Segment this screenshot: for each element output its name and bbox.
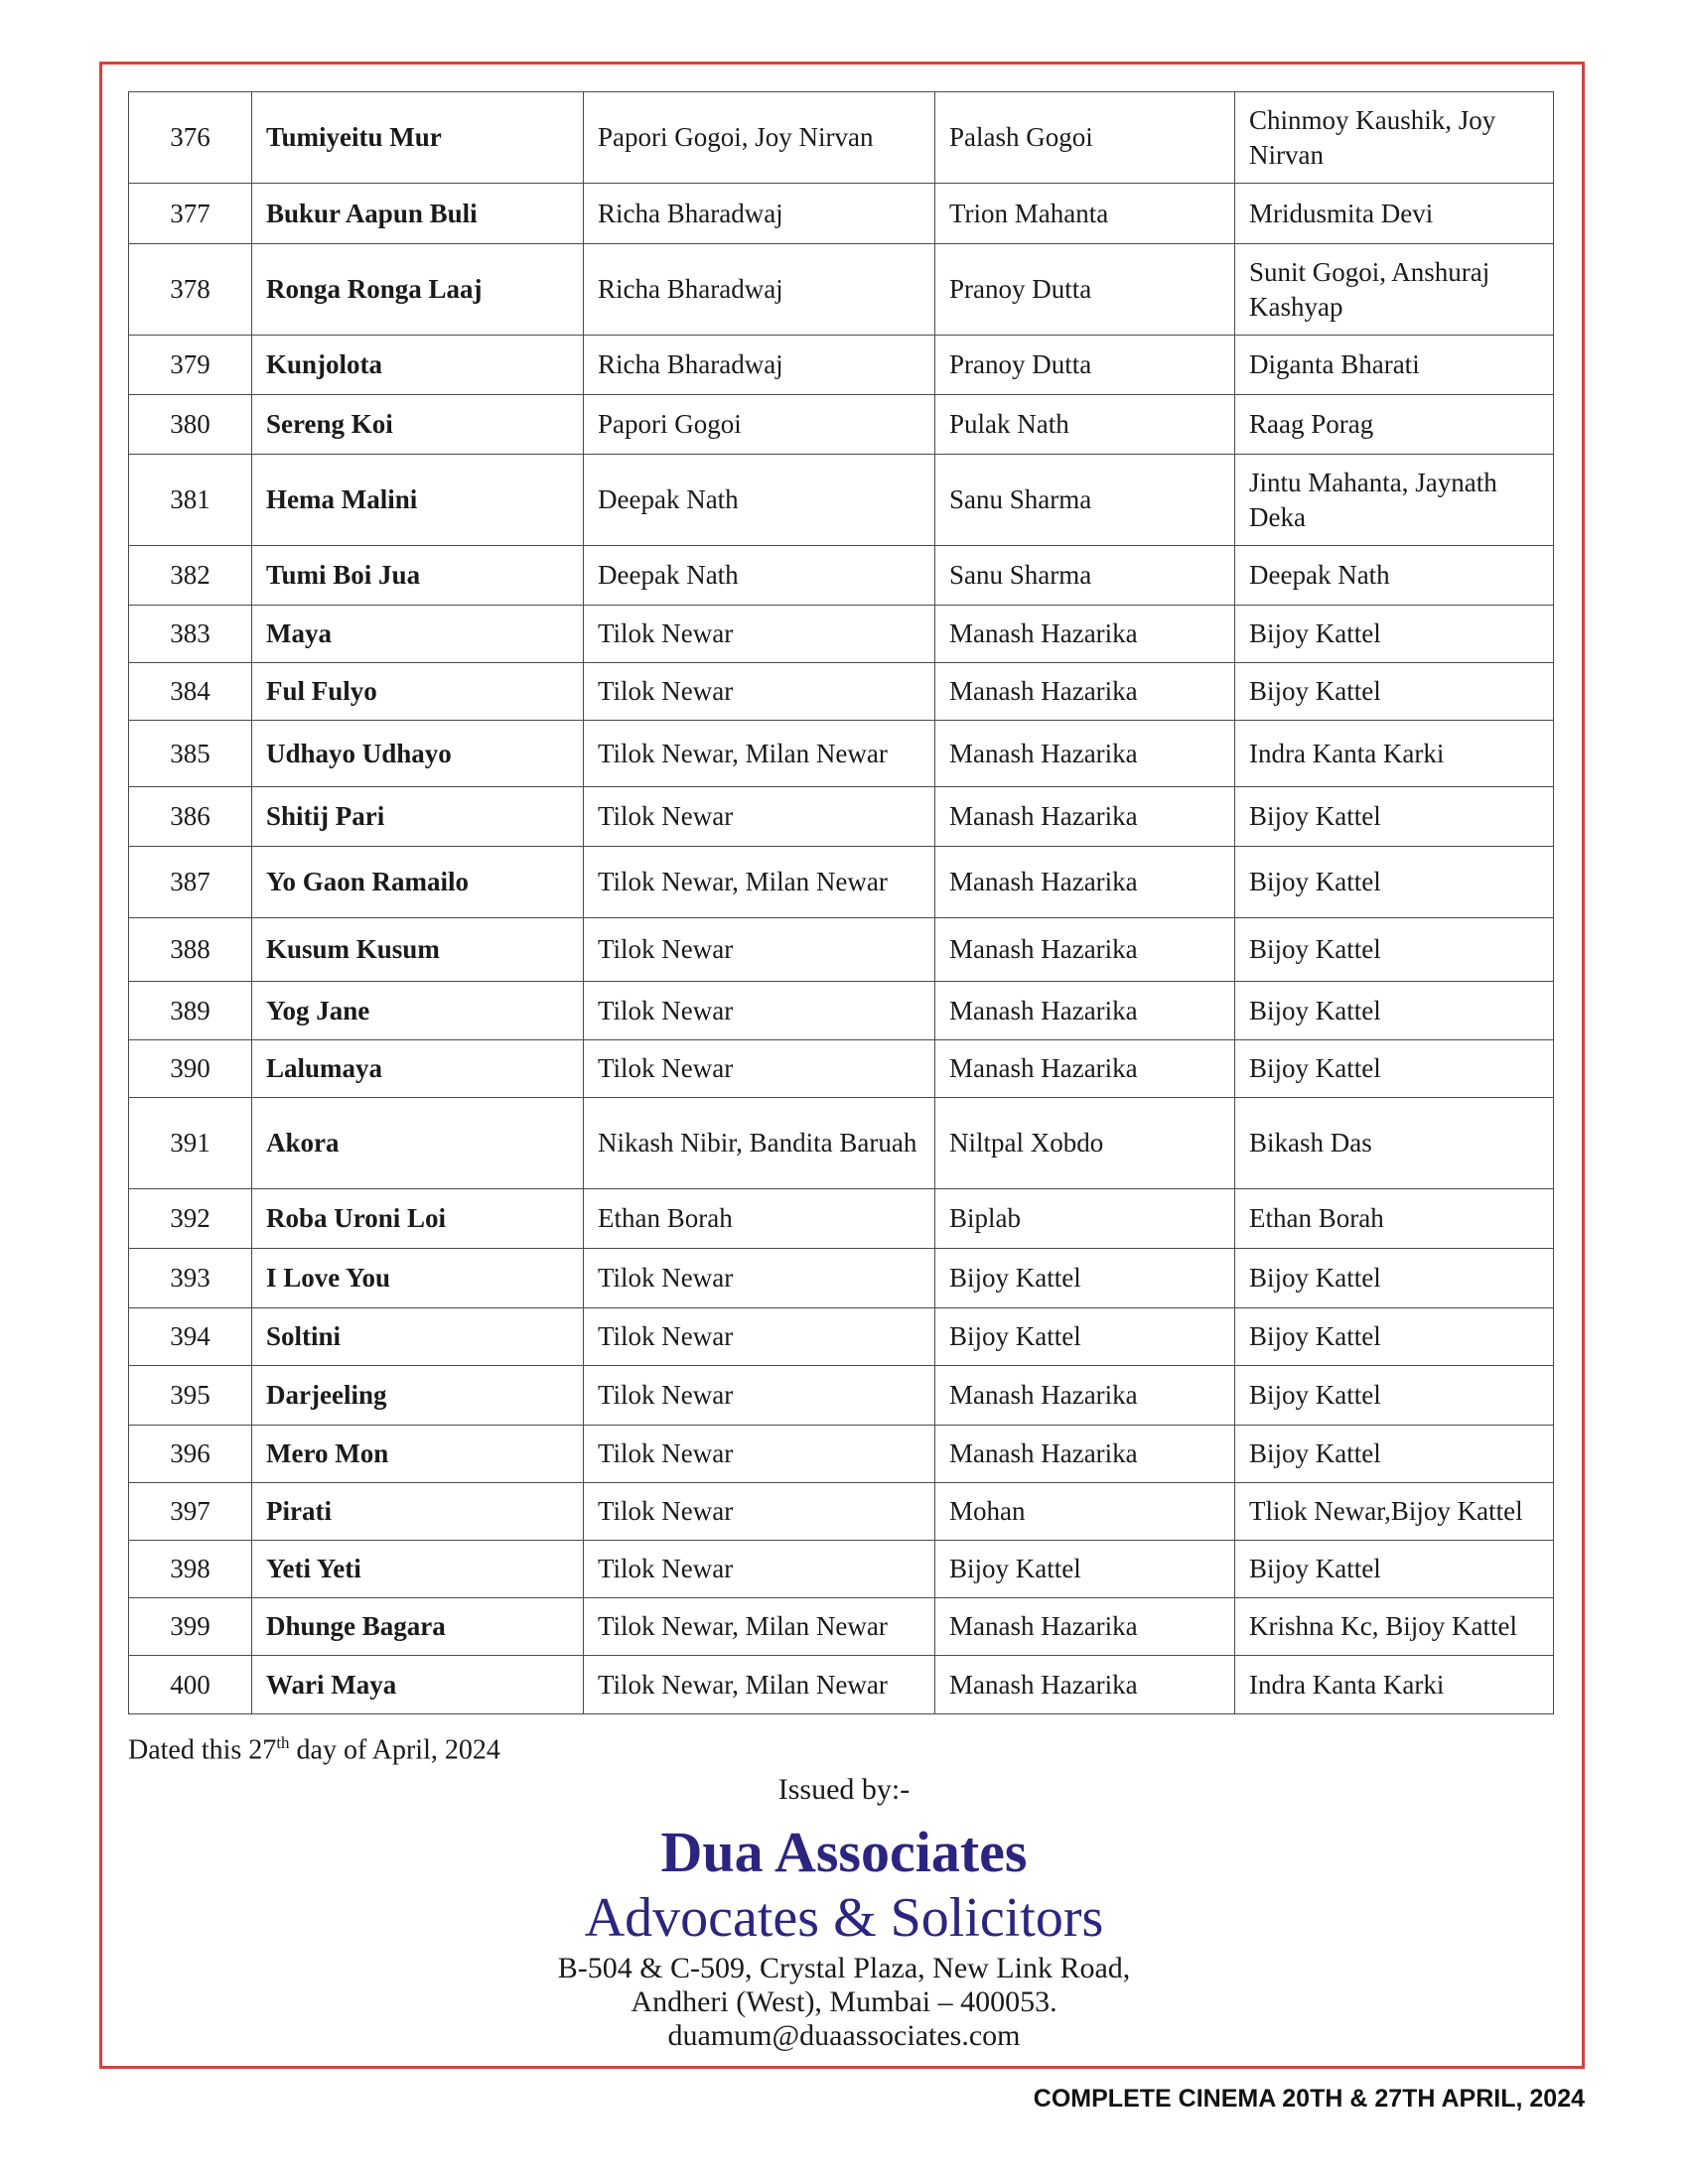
row-number: 392 — [129, 1189, 252, 1249]
table-row — [129, 787, 1554, 847]
table-row — [129, 1040, 1554, 1098]
cell-col4: Trion Mahanta — [935, 184, 1235, 244]
cell-col3: Tilok Newar — [584, 787, 935, 847]
cell-col4: Sanu Sharma — [935, 546, 1235, 606]
row-number: 386 — [129, 787, 252, 847]
row-number: 395 — [129, 1366, 252, 1426]
row-number: 396 — [129, 1426, 252, 1483]
cell-col3: Deepak Nath — [584, 546, 935, 606]
cell-col4: Manash Hazarika — [935, 1040, 1235, 1098]
cell-col5: Bijoy Kattel — [1235, 1541, 1554, 1598]
cell-col5: Bijoy Kattel — [1235, 787, 1554, 847]
cell-col3: Tilok Newar — [584, 1249, 935, 1308]
cell-col5: Indra Kanta Karki — [1235, 1656, 1554, 1714]
cell-col4: Manash Hazarika — [935, 847, 1235, 918]
song-title: Ful Fulyo — [252, 663, 584, 721]
row-number: 388 — [129, 918, 252, 982]
cell-col4: Manash Hazarika — [935, 1426, 1235, 1483]
table-row — [129, 721, 1554, 787]
cell-col3: Tilok Newar, Milan Newar — [584, 847, 935, 918]
song-title: Darjeeling — [252, 1366, 584, 1426]
row-number: 377 — [129, 184, 252, 244]
cell-col4: Manash Hazarika — [935, 1656, 1235, 1714]
cell-col5: Bijoy Kattel — [1235, 1040, 1554, 1098]
cell-col5: Ethan Borah — [1235, 1189, 1554, 1249]
cell-col5: Bijoy Kattel — [1235, 1308, 1554, 1366]
song-title: Tumi Boi Jua — [252, 546, 584, 606]
issued-by: Issued by:- — [777, 1773, 911, 1806]
song-title: Akora — [252, 1098, 584, 1189]
firm-subtitle: Advocates & Solicitors — [584, 1887, 1104, 1949]
row-number: 399 — [129, 1598, 252, 1656]
table-row — [129, 1483, 1554, 1541]
cell-col3: Tilok Newar, Milan Newar — [584, 1598, 935, 1656]
cell-col3: Tilok Newar — [584, 1040, 935, 1098]
cell-col4: Palash Gogoi — [935, 92, 1235, 184]
cell-col5: Chinmoy Kaushik, Joy Nirvan — [1235, 92, 1554, 184]
cell-col4: Pranoy Dutta — [935, 244, 1235, 336]
row-number: 390 — [129, 1040, 252, 1098]
table-row — [129, 606, 1554, 663]
cell-col3: Nikash Nibir, Bandita Baruah — [584, 1098, 935, 1189]
song-title: Hema Malini — [252, 455, 584, 546]
cell-col5: Krishna Kc, Bijoy Kattel — [1235, 1598, 1554, 1656]
row-number: 383 — [129, 606, 252, 663]
row-number: 385 — [129, 721, 252, 787]
table-row — [129, 92, 1554, 184]
song-title: Soltini — [252, 1308, 584, 1366]
row-number: 387 — [129, 847, 252, 918]
cell-col5: Bijoy Kattel — [1235, 847, 1554, 918]
cell-col4: Manash Hazarika — [935, 721, 1235, 787]
row-number: 400 — [129, 1656, 252, 1714]
cell-col4: Pulak Nath — [935, 395, 1235, 455]
cell-col4: Manash Hazarika — [935, 606, 1235, 663]
cell-col5: Bijoy Kattel — [1235, 606, 1554, 663]
cell-col4: Manash Hazarika — [935, 1598, 1235, 1656]
cell-col5: Raag Porag — [1235, 395, 1554, 455]
cell-col3: Ethan Borah — [584, 1189, 935, 1249]
cell-col3: Tilok Newar — [584, 982, 935, 1040]
row-number: 384 — [129, 663, 252, 721]
cell-col4: Mohan — [935, 1483, 1235, 1541]
cell-col5: Diganta Bharati — [1235, 336, 1554, 395]
cell-col4: Bijoy Kattel — [935, 1249, 1235, 1308]
table-row — [129, 1541, 1554, 1598]
table-row — [129, 1098, 1554, 1189]
song-title: I Love You — [252, 1249, 584, 1308]
cell-col3: Tilok Newar — [584, 1426, 935, 1483]
song-title: Tumiyeitu Mur — [252, 92, 584, 184]
song-title: Yo Gaon Ramailo — [252, 847, 584, 918]
cell-col5: Sunit Gogoi, Anshuraj Kashyap — [1235, 244, 1554, 336]
cell-col4: Manash Hazarika — [935, 787, 1235, 847]
cell-col3: Richa Bharadwaj — [584, 336, 935, 395]
address-line-2: Andheri (West), Mumbai – 400053. — [631, 1985, 1057, 2018]
row-number: 378 — [129, 244, 252, 336]
song-title: Sereng Koi — [252, 395, 584, 455]
cell-col3: Tilok Newar, Milan Newar — [584, 1656, 935, 1714]
row-number: 394 — [129, 1308, 252, 1366]
table-row — [129, 395, 1554, 455]
song-title: Yeti Yeti — [252, 1541, 584, 1598]
cell-col5: Mridusmita Devi — [1235, 184, 1554, 244]
cell-col3: Tilok Newar — [584, 1541, 935, 1598]
row-number: 391 — [129, 1098, 252, 1189]
table-row — [129, 1656, 1554, 1714]
song-title: Pirati — [252, 1483, 584, 1541]
cell-col3: Tilok Newar — [584, 663, 935, 721]
table-row — [129, 1366, 1554, 1426]
cell-col3: Deepak Nath — [584, 455, 935, 546]
cell-col3: Tilok Newar — [584, 918, 935, 982]
row-number: 397 — [129, 1483, 252, 1541]
table-row — [129, 1598, 1554, 1656]
table-row — [129, 336, 1554, 395]
table-row — [129, 244, 1554, 336]
cell-col3: Tilok Newar — [584, 1483, 935, 1541]
song-title: Udhayo Udhayo — [252, 721, 584, 787]
table-row — [129, 1249, 1554, 1308]
row-number: 376 — [129, 92, 252, 184]
song-title: Bukur Aapun Buli — [252, 184, 584, 244]
cell-col5: Deepak Nath — [1235, 546, 1554, 606]
song-title: Roba Uroni Loi — [252, 1189, 584, 1249]
table-row — [129, 918, 1554, 982]
cell-col5: Bijoy Kattel — [1235, 918, 1554, 982]
cell-col5: Indra Kanta Karki — [1235, 721, 1554, 787]
dated-line: Dated this 27th day of April, 2024 — [128, 1733, 500, 1766]
song-title: Ronga Ronga Laaj — [252, 244, 584, 336]
cell-col4: Bijoy Kattel — [935, 1541, 1235, 1598]
table-row — [129, 1426, 1554, 1483]
cell-col4: Pranoy Dutta — [935, 336, 1235, 395]
row-number: 382 — [129, 546, 252, 606]
song-title: Wari Maya — [252, 1656, 584, 1714]
cell-col5: Bijoy Kattel — [1235, 1426, 1554, 1483]
cell-col3: Tilok Newar — [584, 606, 935, 663]
row-number: 381 — [129, 455, 252, 546]
song-title: Yog Jane — [252, 982, 584, 1040]
table-row — [129, 663, 1554, 721]
table-row — [129, 184, 1554, 244]
cell-col4: Manash Hazarika — [935, 663, 1235, 721]
cell-col4: Manash Hazarika — [935, 982, 1235, 1040]
cell-col3: Richa Bharadwaj — [584, 184, 935, 244]
cell-col3: Richa Bharadwaj — [584, 244, 935, 336]
cell-col5: Bikash Das — [1235, 1098, 1554, 1189]
cell-col4: Biplab — [935, 1189, 1235, 1249]
cell-col5: Bijoy Kattel — [1235, 663, 1554, 721]
row-number: 389 — [129, 982, 252, 1040]
email-address[interactable]: duamum@duaassociates.com — [667, 2019, 1021, 2052]
cell-col3: Tilok Newar — [584, 1308, 935, 1366]
table-row — [129, 982, 1554, 1040]
cell-col5: Bijoy Kattel — [1235, 982, 1554, 1040]
cell-col5: Tliok Newar,Bijoy Kattel — [1235, 1483, 1554, 1541]
cell-col3: Papori Gogoi, Joy Nirvan — [584, 92, 935, 184]
table-row — [129, 546, 1554, 606]
firm-name: Dua Associates — [660, 1820, 1028, 1884]
cell-col5: Bijoy Kattel — [1235, 1366, 1554, 1426]
songs-table — [128, 91, 1554, 1714]
cell-col4: Manash Hazarika — [935, 1366, 1235, 1426]
cell-col5: Bijoy Kattel — [1235, 1249, 1554, 1308]
cell-col3: Tilok Newar, Milan Newar — [584, 721, 935, 787]
cell-col4: Bijoy Kattel — [935, 1308, 1235, 1366]
table-row — [129, 1189, 1554, 1249]
song-title: Kunjolota — [252, 336, 584, 395]
cell-col4: Manash Hazarika — [935, 918, 1235, 982]
cell-col3: Papori Gogoi — [584, 395, 935, 455]
table-row — [129, 1308, 1554, 1366]
row-number: 393 — [129, 1249, 252, 1308]
song-title: Kusum Kusum — [252, 918, 584, 982]
cell-col3: Tilok Newar — [584, 1366, 935, 1426]
row-number: 379 — [129, 336, 252, 395]
cell-col4: Sanu Sharma — [935, 455, 1235, 546]
address-line-1: B-504 & C-509, Crystal Plaza, New Link Road, — [557, 1952, 1131, 1984]
song-title: Shitij Pari — [252, 787, 584, 847]
song-title: Maya — [252, 606, 584, 663]
cell-col5: Jintu Mahanta, Jaynath Deka — [1235, 455, 1554, 546]
table-row — [129, 455, 1554, 546]
row-number: 398 — [129, 1541, 252, 1598]
song-title: Mero Mon — [252, 1426, 584, 1483]
table-row — [129, 847, 1554, 918]
song-title: Dhunge Bagara — [252, 1598, 584, 1656]
footer-publication: COMPLETE CINEMA 20TH & 27TH APRIL, 2024 — [1033, 2085, 1585, 2113]
cell-col4: Niltpal Xobdo — [935, 1098, 1235, 1189]
song-title: Lalumaya — [252, 1040, 584, 1098]
row-number: 380 — [129, 395, 252, 455]
